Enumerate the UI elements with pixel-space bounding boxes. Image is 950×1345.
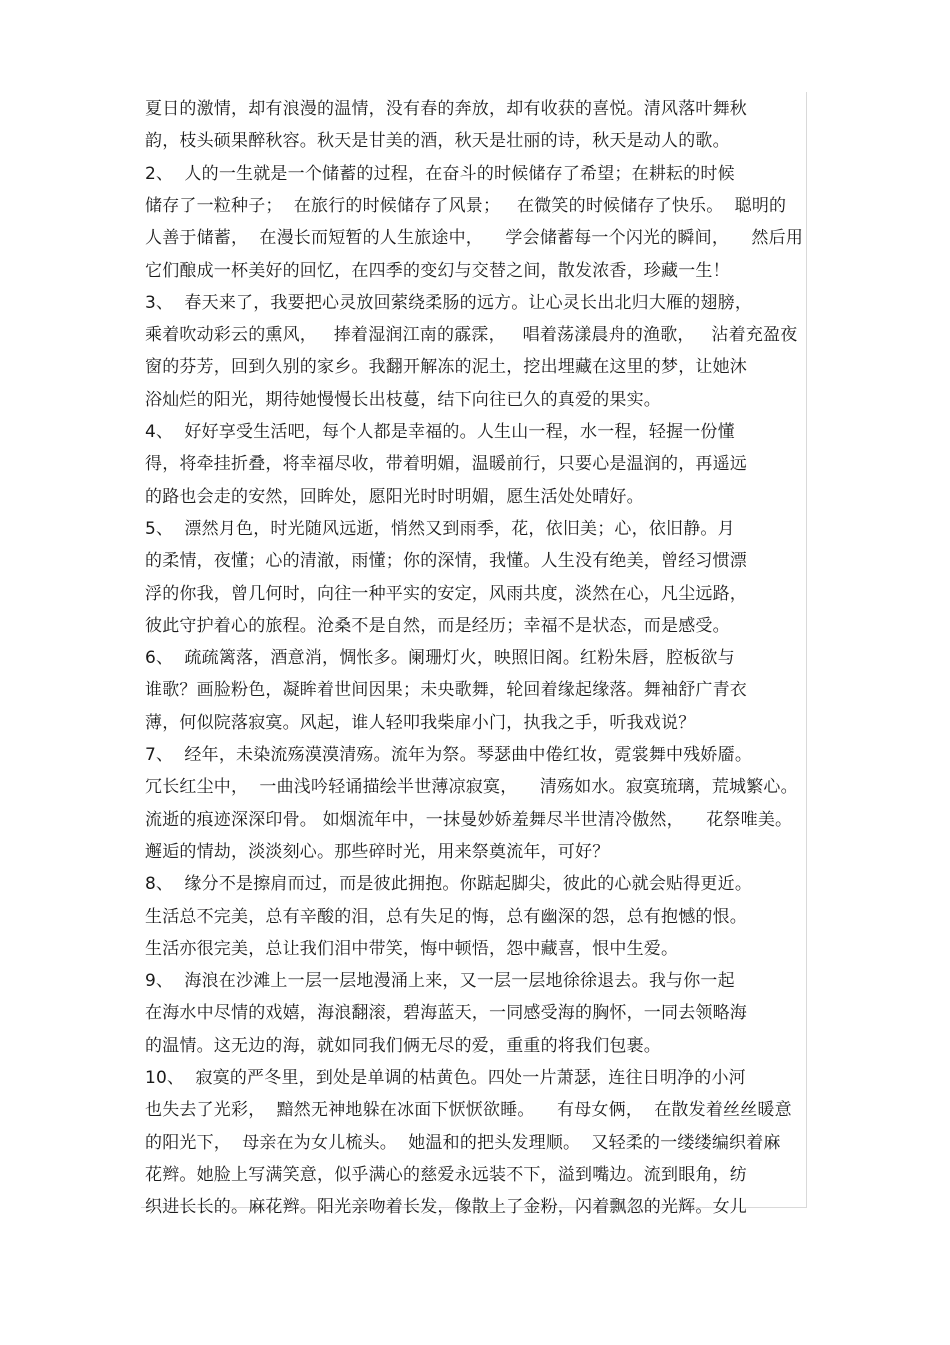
- text-line: 生活总不完美，总有辛酸的泪，总有失足的悔，总有幽深的怨，总有抱憾的恨。: [145, 906, 747, 927]
- text-line: 10、 寂寞的严冬里，到处是单调的枯黄色。四处一片萧瑟，连往日明净的小河: [145, 1068, 746, 1088]
- text-line: 7、 经年，未染流殇漠漠清殇。流年为祭。琴瑟曲中倦红妆，霓裳舞中残娇靥。: [145, 745, 753, 765]
- text-line: 韵，枝头硕果醉秋容。秋天是甘美的酒，秋天是壮丽的诗，秋天是动人的歌。: [145, 131, 730, 152]
- text-line: 8、 缘分不是擦肩而过，而是彼此拥抱。你踮起脚尖，彼此的心就会贴得更近。: [145, 874, 753, 895]
- text-line: 织进长长的。麻花辫。阳光亲吻着长发，像散上了金粉，闪着飘忽的光辉。女儿: [145, 1197, 747, 1218]
- text-line: 窗的芬芳，回到久别的家乡。我翻开解冻的泥土，挖出埋藏在这里的梦，让她沐: [145, 357, 747, 378]
- text-line: 邂逅的情劫，淡淡刻心。那些碎时光，用来祭奠流年，可好？: [145, 841, 610, 862]
- text-line: 浴灿烂的阳光，期待她慢慢长出枝蔓，结下向往已久的真爱的果实。: [145, 389, 661, 410]
- text-line: 5、 漂然月色，时光随风远逝，悄然又到雨季，花，依旧美；心，依旧静。月: [145, 518, 735, 539]
- text-line: 2、 人的一生就是一个储蓄的过程，在奋斗的时候储存了希望；在耕耘的时候: [145, 163, 735, 184]
- text-line: 储存了一粒种子； 在旅行的时候储存了风景； 在微笑的时候储存了快乐。 聪明的: [145, 195, 787, 216]
- text-line: 浮的你我，曾几何时，向往一种平实的安定，风雨共度，淡然在心，凡尘远路，: [145, 583, 747, 604]
- text-line: 的温情。这无边的海，就如同我们俩无尽的爱，重重的将我们包裹。: [145, 1035, 661, 1056]
- text-line: 夏日的激情，却有浪漫的温情，没有春的奔放，却有收获的喜悦。清风落叶舞秋: [145, 99, 747, 119]
- text-line: 的阳光下， 母亲在为女儿梳头。 她温和的把头发理顺。 又轻柔的一缕缕编织着麻: [145, 1132, 781, 1153]
- text-line: 彼此守护着心的旅程。沧桑不是自然，而是经历；幸福不是状态，而是感受。: [145, 615, 730, 636]
- text-line: 花辫。她脸上写满笑意，似乎满心的慈爱永远装不下，溢到嘴边。流到眼角，纺: [145, 1164, 747, 1185]
- text-line: 薄，何似院落寂寞。风起，谁人轻叩我柴扉小门，执我之手，听我戏说？: [145, 712, 696, 733]
- text-line: 4、 好好享受生活吧，每个人都是幸福的。人生山一程，水一程，轻握一份懂: [145, 422, 735, 442]
- text-line: 6、 疏疏篱落，酒意消，惆怅多。阑珊灯火，映照旧阁。红粉朱唇，腔板欲与: [145, 648, 735, 669]
- text-line: 的柔情，夜懂；心的清澈，雨懂；你的深情，我懂。人生没有绝美，曾经习惯漂: [145, 551, 747, 572]
- text-body: [141, 92, 807, 1218]
- text-line: 人善于储蓄， 在漫长而短暂的人生旅途中， 学会储蓄每一个闪光的瞬间， 然后用: [145, 228, 804, 249]
- text-line: 9、 海浪在沙滩上一层一层地漫涌上来，又一层一层地徐徐退去。我与你一起: [145, 971, 735, 992]
- text-line: 3、 春天来了，我要把心灵放回萦绕柔肠的远方。让心灵长出北归大雁的翅膀，: [145, 292, 753, 313]
- text-line: 冗长红尘中， 一曲浅吟轻诵描绘半世薄凉寂寞， 清殇如水。寂寞琉璃，荒城繁心。: [145, 777, 798, 798]
- text-line: 的路也会走的安然，回眸处，愿阳光时时明媚，愿生活处处晴好。: [145, 486, 644, 507]
- text-line: 生活亦很完美，总让我们泪中带笑，悔中顿悟，怨中藏喜，恨中生爱。: [145, 938, 679, 959]
- text-line: 它们酿成一杯美好的回忆，在四季的变幻与交替之间，散发浓香，珍藏一生！: [145, 260, 730, 281]
- text-line: 也失去了光彩， 黯然无神地躲在冰面下恹恹欲睡。 有母女俩， 在散发着丝丝暖意: [145, 1100, 792, 1121]
- text-line: 乘着吹动彩云的熏风， 捧着湿润江南的霡霂， 唱着荡漾晨舟的渔歌， 沾着充盈夜: [145, 325, 798, 346]
- text-line: 谁歌？画脸粉色，凝眸着世间因果；未央歌舞，轮回着缘起缘落。舞袖舒广青衣: [145, 680, 747, 701]
- text-line: 得，将牵挂折叠，将幸福尽收，带着明媚，温暖前行，只要心是温润的，再遥远: [145, 454, 747, 475]
- text-line: 在海水中尽情的戏嬉，海浪翻滚，碧海蓝天，一同感受海的胸怀，一同去领略海: [145, 1003, 747, 1024]
- text-line: 流逝的痕迹深深印骨。 如烟流年中，一抹曼妙娇羞舞尽半世清冷傲然， 花祭唯美。: [145, 809, 793, 830]
